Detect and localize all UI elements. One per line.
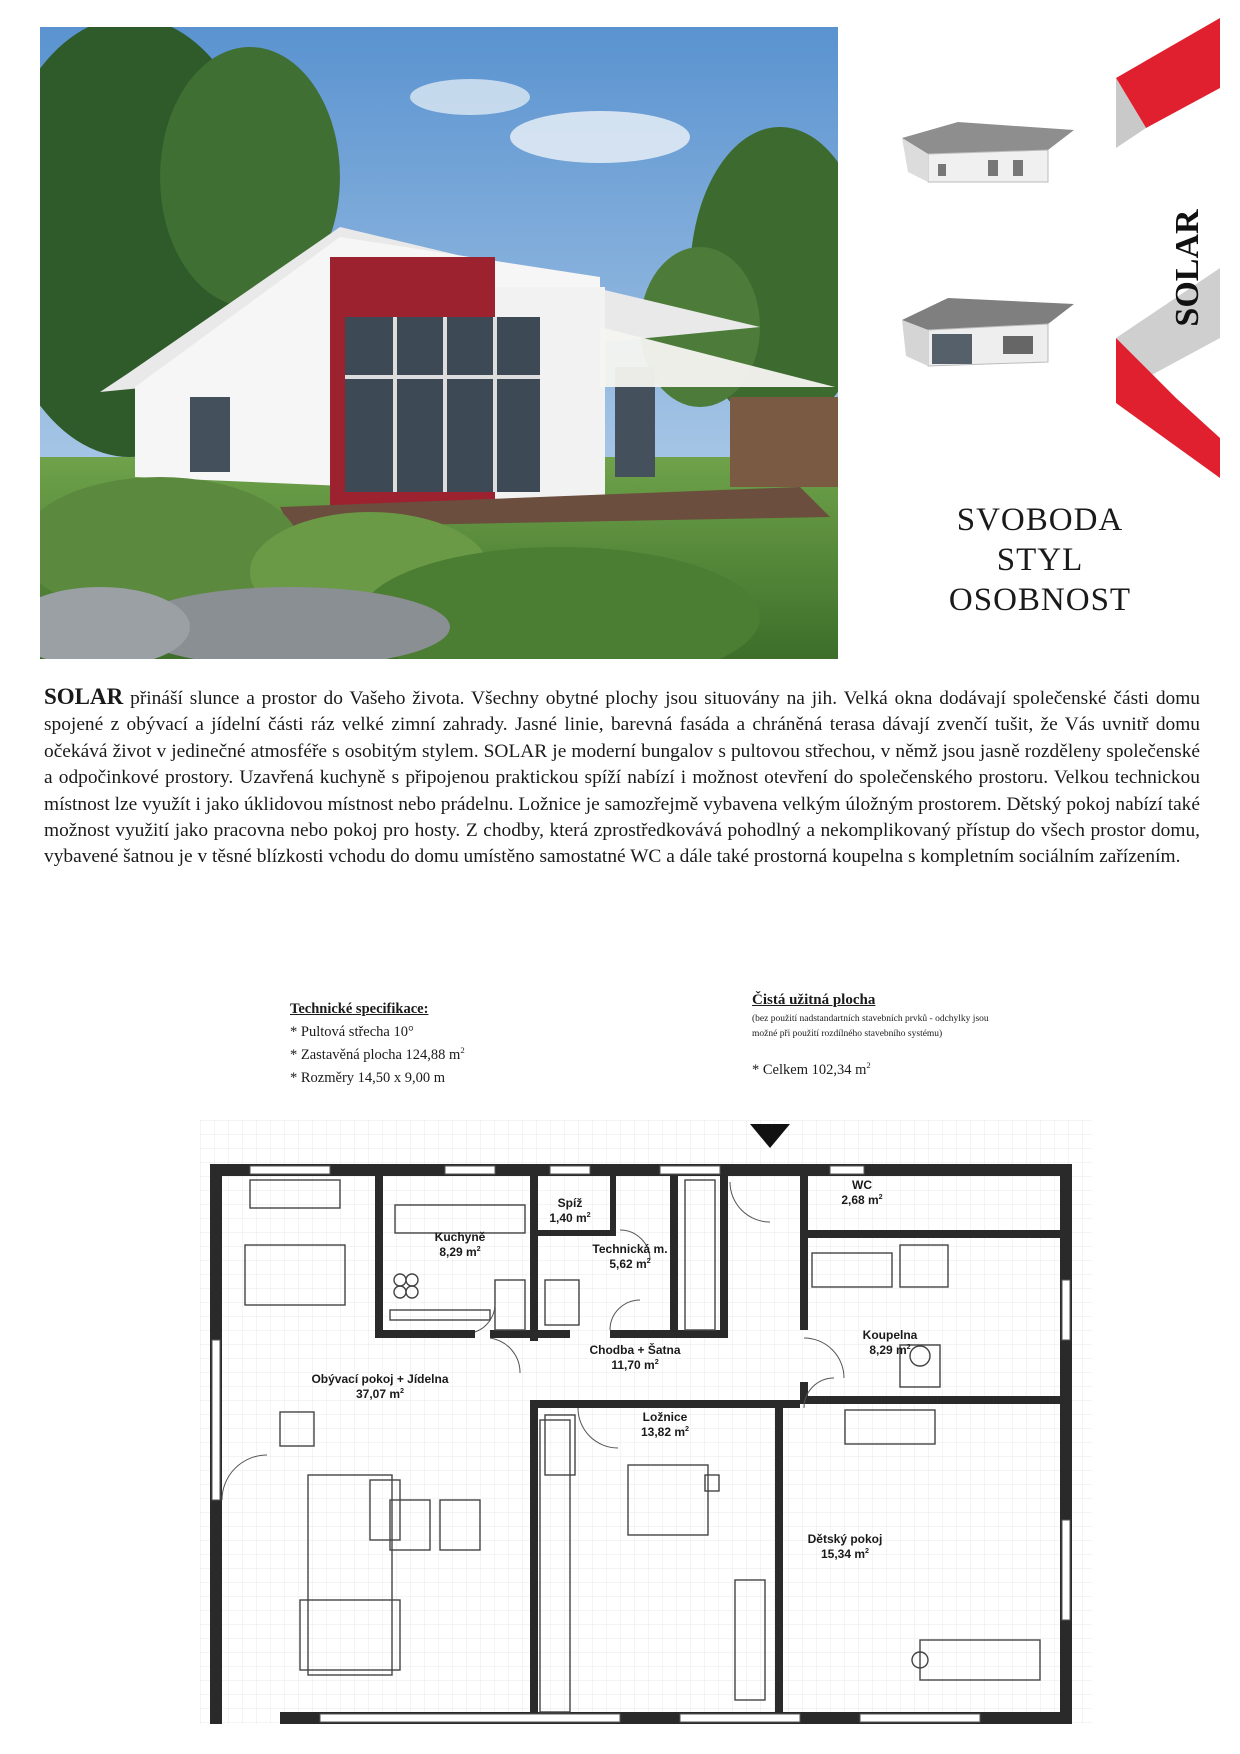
slogan-line: OSOBNOST	[948, 582, 1132, 618]
room-technical: Technická m. 5,62 $m^2$	[592, 1242, 668, 1271]
floor-plan	[200, 1120, 1092, 1724]
area-note: (bez použití nadstandartních stavebních prvků - odchylky jsou možné při použití rozdílného stavebního systému)	[752, 1014, 989, 1039]
room-bathroom: Koupelna 8,29 $m^2$	[862, 1328, 918, 1357]
brand-vertical-label: SOLAR	[1169, 209, 1206, 327]
intro-paragraph	[44, 684, 1200, 871]
area-heading: Čistá užitná plocha	[752, 992, 876, 1008]
spec-heading: Technické specifikace:	[290, 1001, 429, 1017]
slogan-line: STYL	[996, 542, 1084, 578]
room-hallway: Chodba + Šatna 11,70 $m^2$	[589, 1343, 681, 1372]
room-bedroom: Ložnice 13,82 $m^2$	[640, 1410, 690, 1439]
room-living: Obývací pokoj + Jídelna 37,07 $m^2$	[311, 1372, 449, 1401]
spec-item: * Pultová střecha 10°	[290, 1024, 414, 1040]
intro-lead: SOLAR	[44, 684, 124, 709]
slogan	[910, 500, 1170, 620]
intro-text: přináší slunce a prostor do Vašeho života. Všechny obytné plochy jsou situovány na jih. Velká okna dodávají společenské části domu spojené z obývací a jídelní části ráz velké zimní zahrady. Jasné linie, barevná fasáda a chráněná terasa dávají zvenčí tušit, že Vás uvnitř domu očekává život v jedinečné atmosféře s osobitým stylem. SOLAR je moderní bungalov s pultovou střechou, v němž jsou jasně rozděleny společenské a odpočinkové prostory. Uzavřená kuchyně s připojenou praktickou spíží nabízí i možnost otevření do společenského prostoru. Velkou technickou místnost lze využít i jako úklidovou místnost nebo prádelnu. Ložnice je samozřejmě vybavena velkým úložným prostorem. Dětský pokoj nabízí také možnost využití jako pracovna nebo pokoj pro hosty. Z chodby, která zprostředkovává pohodlný a nekomplikovaný přístup do všech prostor domu, vybavené šatnou je v těsné blízkosti vchodu do domu umístěno samostatné WC a dále také prostorná koupelna s kompletním sociálním zařízením.	[44, 688, 1200, 868]
house-render-top	[898, 120, 1076, 184]
net-area	[752, 990, 992, 1080]
spec-item: * Rozměry 14,50 x 9,00 m	[290, 1070, 446, 1086]
slogan-line: SVOBODA	[956, 502, 1124, 538]
room-wc: WC 2,68 $m^2$	[841, 1178, 883, 1207]
room-childroom: Dětský pokoj 15,34 $m^2$	[807, 1532, 883, 1561]
technical-specs	[290, 998, 550, 1090]
room-pantry: Spíž 1,40 $m^2$	[549, 1196, 591, 1225]
spec-item: * Zastavěná plocha 124,88 $m^2$	[290, 1045, 465, 1063]
area-total: * Celkem 102,34 $m^2$	[752, 1060, 871, 1078]
house-photo	[40, 27, 838, 659]
room-kitchen: Kuchyně 8,29 $m^2$	[434, 1230, 486, 1259]
house-render-bottom	[898, 290, 1076, 370]
solar-brand-graphic	[1116, 18, 1220, 478]
